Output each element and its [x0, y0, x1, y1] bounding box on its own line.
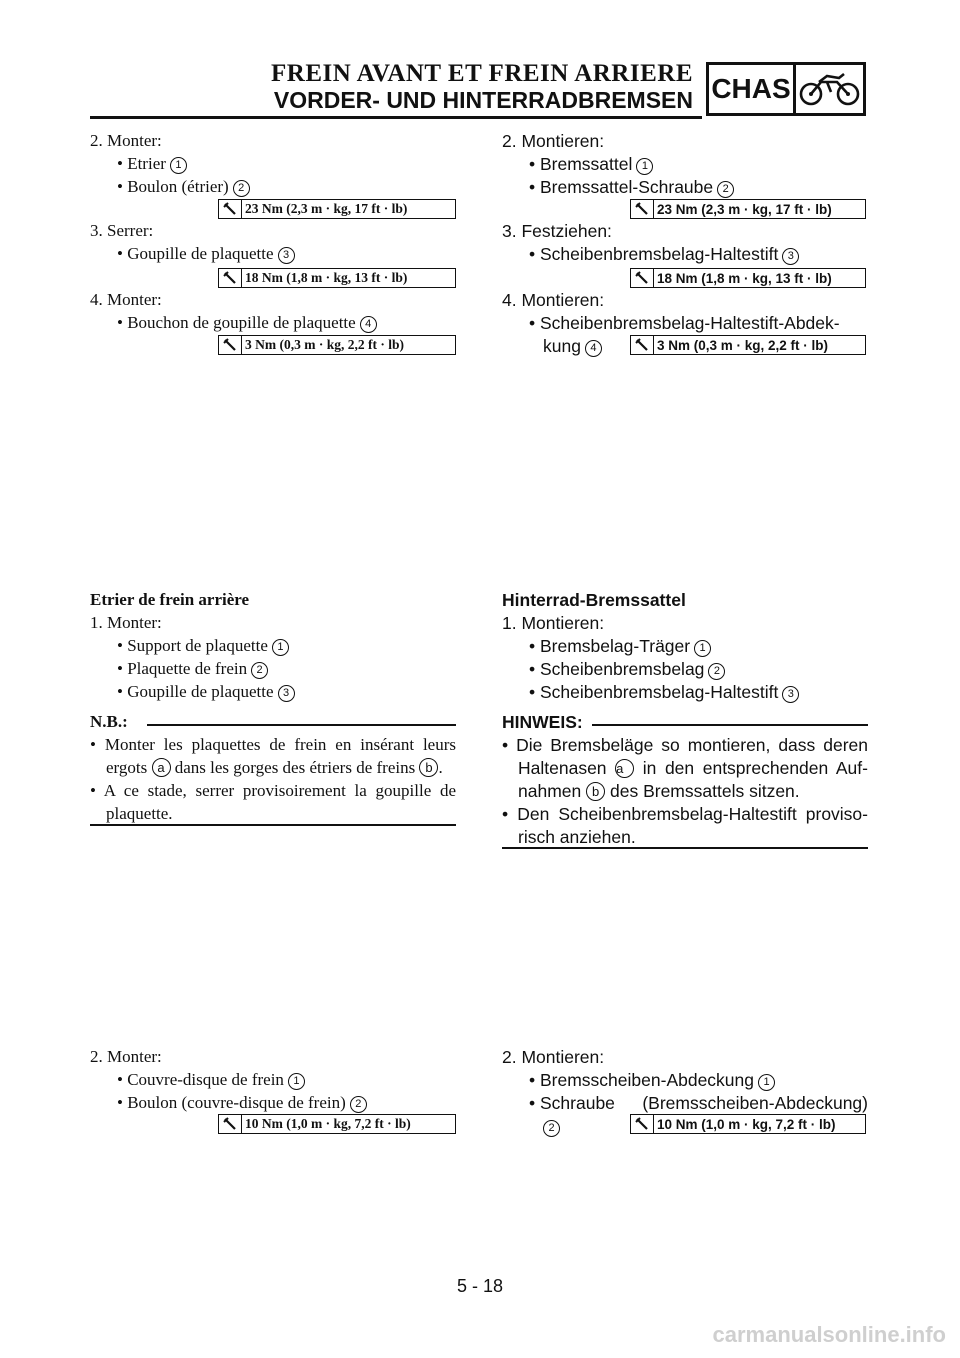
fr-item-etrier: • Etrier 1 — [117, 153, 187, 175]
fr-step-3: 3. Serrer: — [90, 221, 154, 240]
torque-box — [630, 268, 866, 288]
de-step-2: 2. Montieren: — [502, 131, 605, 151]
torque-wrench-icon — [631, 269, 654, 287]
ref-b: b — [586, 782, 605, 801]
motorcycle-icon — [796, 65, 863, 113]
ref-2: 2 — [708, 663, 725, 680]
de-step-2-b: 2. Montieren: — [502, 1047, 605, 1067]
torque-box — [218, 335, 456, 355]
fr-step-4: 4. Monter: — [90, 290, 162, 309]
fr-item-couvre-disque: • Couvre-disque de frein 1 — [117, 1069, 305, 1091]
ref-a: a — [152, 758, 171, 777]
torque-value: 18 Nm (1,8 m · kg, 13 ft · lb) — [245, 270, 408, 285]
section-label: CHAS — [709, 65, 796, 113]
ref-2: 2 — [543, 1120, 560, 1137]
torque-value: 10 Nm (1,0 m · kg, 7,2 ft · lb) — [657, 1116, 836, 1132]
torque-value: 23 Nm (2,3 m · kg, 17 ft · lb) — [657, 201, 832, 217]
de-step-1: 1. Montieren: — [502, 613, 605, 633]
de-note-1-cont-2: nahmen b des Bremssattels sitzen. — [518, 781, 800, 801]
torque-wrench-icon — [631, 1115, 654, 1133]
fr-item-boulon-couvre: • Boulon (couvre-disque de frein) 2 — [117, 1092, 367, 1114]
ref-1: 1 — [694, 640, 711, 657]
torque-wrench-icon — [219, 1115, 242, 1133]
de-item-belag: • Scheibenbremsbelag 2 — [529, 658, 725, 680]
torque-box — [218, 199, 456, 219]
fr-item-goupille: • Goupille de plaquette 3 — [117, 243, 295, 265]
torque-value: 3 Nm (0,3 m · kg, 2,2 ft · lb) — [245, 337, 404, 352]
de-step-3: 3. Festziehen: — [502, 221, 612, 241]
de-item-haltestift-2: • Scheibenbremsbelag-Haltestift 3 — [529, 681, 799, 703]
de-item-schraube-abdeckung: • Schraube (Bremsscheiben-Abdeckung) — [529, 1093, 868, 1113]
de-item-traeger: • Bremsbelag-Träger 1 — [529, 635, 711, 657]
de-note-1: • Die Bremsbeläge so montieren, dass deren — [502, 735, 868, 755]
ref-b: b — [419, 758, 438, 777]
ref-4: 4 — [585, 340, 602, 357]
page-title-de: VORDER- UND HINTERRADBREMSEN — [273, 87, 693, 113]
ref-3: 3 — [782, 248, 799, 265]
torque-wrench-icon — [219, 269, 242, 287]
de-item-haltestift: • Scheibenbremsbelag-Haltestift 3 — [529, 243, 799, 265]
de-item-schraube-ref — [543, 1115, 560, 1137]
de-step-4: 4. Montieren: — [502, 290, 605, 310]
header-rule — [90, 116, 702, 119]
ref-3: 3 — [278, 685, 295, 702]
ref-2: 2 — [350, 1096, 367, 1113]
fr-item-goupille-2: • Goupille de plaquette 3 — [117, 681, 295, 703]
de-note-2: • Den Scheibenbremsbelag-Haltestift proviso- — [502, 804, 868, 824]
de-item-bremsscheiben-abdeckung: • Bremsscheiben-Abdeckung 1 — [529, 1069, 775, 1091]
ref-1: 1 — [636, 158, 653, 175]
de-item-schraube: • Bremssattel-Schraube 2 — [529, 176, 734, 198]
ref-3: 3 — [782, 686, 799, 703]
ref-a: a — [615, 759, 634, 778]
de-item-bremssattel: • Bremssattel 1 — [529, 153, 653, 175]
de-note-label: HINWEIS: — [502, 712, 583, 732]
torque-box — [630, 335, 866, 355]
ref-2: 2 — [717, 181, 734, 198]
page-number: 5 - 18 — [456, 1276, 504, 1296]
ref-4: 4 — [360, 316, 377, 333]
fr-note-1-cont: ergots a dans les gorges des étriers de freins b . — [106, 758, 443, 777]
de-item-abdeckung-cont: kung 4 — [543, 335, 602, 357]
de-note-1-cont: Haltenasen a in den entsprechenden Auf- — [518, 758, 868, 778]
fr-item-plaquette: • Plaquette de frein 2 — [117, 658, 268, 680]
fr-step-2-b: 2. Monter: — [90, 1047, 162, 1066]
torque-wrench-icon — [219, 200, 242, 218]
torque-box — [218, 268, 456, 288]
torque-value: 3 Nm (0,3 m · kg, 2,2 ft · lb) — [657, 337, 829, 353]
ref-1: 1 — [758, 1074, 775, 1091]
torque-wrench-icon — [631, 200, 654, 218]
fr-note-2-cont: plaquette. — [106, 804, 173, 823]
de-item-abdeckung: • Scheibenbremsbelag-Haltestift-Abdek- — [529, 313, 840, 333]
fr-note-1: • Monter les plaquettes de frein en insérant leurs — [90, 735, 456, 754]
ref-2: 2 — [233, 180, 250, 197]
fr-section-heading: Etrier de frein arrière — [90, 590, 250, 609]
note-rule-bottom — [90, 824, 456, 826]
torque-value: 23 Nm (2,3 m · kg, 17 ft · lb) — [245, 201, 408, 216]
torque-box — [218, 1114, 456, 1134]
note-rule-top — [592, 724, 868, 726]
de-note-2-cont: risch anziehen. — [518, 827, 636, 847]
fr-note-2: • A ce stade, serrer provisoirement la goupille de — [90, 781, 457, 800]
fr-step-1: 1. Monter: — [90, 613, 162, 632]
ref-1: 1 — [170, 157, 187, 174]
torque-box — [630, 1114, 866, 1134]
page-title-fr: FREIN AVANT ET FREIN ARRIERE — [271, 60, 693, 87]
note-rule-bottom — [502, 847, 868, 849]
de-section-heading: Hinterrad-Bremssattel — [502, 590, 686, 610]
fr-step-2: 2. Monter: — [90, 131, 162, 150]
note-rule-top — [147, 724, 456, 726]
ref-1: 1 — [272, 639, 289, 656]
torque-value: 18 Nm (1,8 m · kg, 13 ft · lb) — [657, 270, 832, 286]
torque-box — [630, 199, 866, 219]
watermark: carmanualsonline.info — [712, 1322, 946, 1347]
torque-value: 10 Nm (1,0 m · kg, 7,2 ft · lb) — [245, 1116, 411, 1131]
fr-item-bouchon: • Bouchon de goupille de plaquette 4 — [117, 312, 377, 334]
ref-1: 1 — [288, 1073, 305, 1090]
ref-3: 3 — [278, 247, 295, 264]
fr-item-support: • Support de plaquette 1 — [117, 635, 289, 657]
section-badge — [706, 62, 866, 116]
torque-wrench-icon — [631, 336, 654, 354]
fr-item-boulon: • Boulon (étrier) 2 — [117, 176, 250, 198]
ref-2: 2 — [251, 662, 268, 679]
torque-wrench-icon — [219, 336, 242, 354]
fr-note-label: N.B.: — [90, 712, 128, 731]
